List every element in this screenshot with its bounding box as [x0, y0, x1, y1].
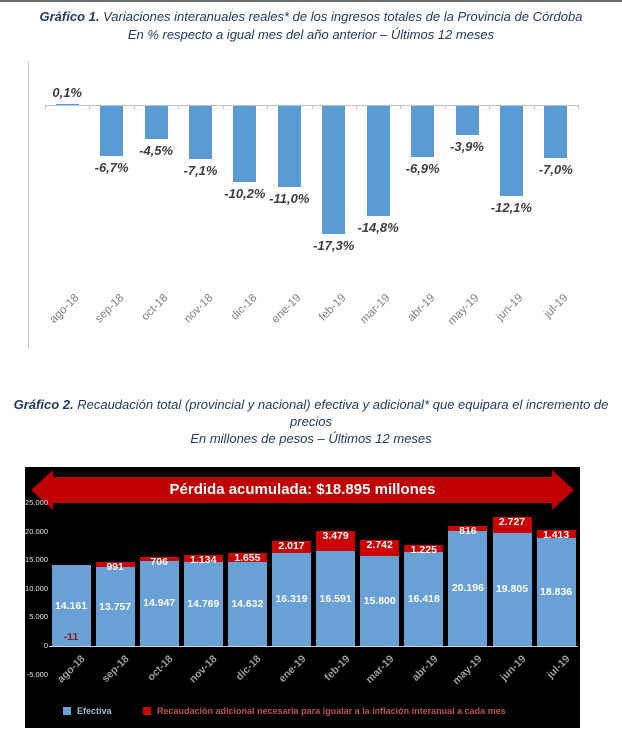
adicional-value-label: 1.134 — [190, 554, 217, 567]
adicional-value-label: 816 — [459, 524, 477, 537]
chart2-plot-area — [25, 467, 580, 728]
x-tick-label: mar-19 — [363, 653, 397, 686]
bar-feb-19 — [322, 106, 345, 234]
bar-ene-19 — [278, 106, 301, 187]
bar-oct-18 — [145, 106, 168, 139]
chart1-title-text: Variaciones interanuales reales* de los ingresos totales de la Provincia de Córdoba — [103, 9, 583, 24]
x-tick-label: may-19 — [445, 292, 482, 328]
axis-tick — [356, 105, 357, 109]
bar-abr-19 — [411, 106, 434, 157]
x-tick-label: ene-19 — [269, 292, 304, 326]
bar-nov-18 — [189, 106, 212, 159]
efectiva-value-label: 14.161 — [54, 599, 88, 612]
chart2-title — [11, 396, 611, 430]
x-tick-label: abr-19 — [409, 653, 441, 684]
adicional-value-label: 3.479 — [322, 530, 349, 543]
axis-tick — [489, 105, 490, 109]
adicional-value-label: 706 — [150, 555, 168, 568]
x-tick-label: dic-18 — [233, 653, 264, 683]
efectiva-value-label: 16.319 — [275, 593, 308, 606]
axis-tick — [312, 105, 313, 109]
y-tick-label: 15.000 — [25, 555, 48, 565]
x-tick-label: nov-18 — [187, 653, 220, 686]
bar-value-label: -6,7% — [94, 159, 129, 175]
adicional-value-label: -11 — [63, 631, 79, 643]
banner-text: Pérdida acumulada: $18.895 millones — [169, 481, 436, 498]
x-tick-label: ago-18 — [55, 653, 88, 686]
axis-tick — [534, 105, 535, 109]
efectiva-value-label: 14.947 — [143, 597, 176, 610]
y-tick-label: 25.000 — [25, 498, 48, 508]
axis-tick — [45, 105, 46, 109]
x-tick-label: feb-19 — [321, 653, 353, 684]
x-tick-label: jul-19 — [541, 292, 571, 321]
adicional-value-label: 1.225 — [410, 544, 437, 557]
legend-item — [143, 705, 506, 717]
bar-value-label: -7,1% — [183, 162, 218, 178]
chart2-subtitle: En millones de pesos – Últimos 12 meses — [190, 431, 432, 446]
y-tick-label: 20.000 — [25, 526, 48, 536]
axis-tick — [134, 105, 135, 109]
efectiva-value-label: 16.591 — [319, 592, 352, 605]
y-tick-label: 5.000 — [29, 612, 48, 622]
x-tick-label: jun-19 — [498, 653, 529, 684]
x-tick-label: ago-18 — [47, 292, 82, 326]
chart1-subtitle: En % respecto a igual mes del año anterior – Últimos 12 meses — [127, 27, 495, 42]
efectiva-value-label: 20.196 — [451, 582, 484, 595]
y-axis-line — [28, 62, 29, 348]
x-tick-label: nov-18 — [181, 292, 215, 326]
legend-label: Recaudación adicional necesaria para igualar a la inflación interanual a cada mes — [157, 706, 506, 716]
adicional-value-label: 2.742 — [366, 539, 393, 551]
adicional-value-label: 991 — [106, 560, 124, 573]
legend-swatch-icon — [63, 707, 71, 715]
axis-tick — [400, 105, 401, 109]
bar-value-label: -4,5% — [139, 143, 174, 159]
x-tick-label: may-19 — [450, 653, 485, 688]
bar-jul-19 — [544, 106, 567, 158]
axis-tick — [578, 105, 579, 109]
y-tick-label: 10.000 — [25, 583, 48, 593]
bar-may-19 — [456, 106, 479, 135]
bar-value-label: -12,1% — [490, 199, 532, 215]
axis-tick — [178, 105, 179, 109]
bar-value-label: -11,0% — [269, 191, 310, 207]
axis-tick — [223, 105, 224, 109]
legend-swatch-icon — [143, 707, 151, 715]
x-tick-label: abr-19 — [405, 292, 438, 324]
x-tick-label: ene-19 — [275, 653, 308, 686]
x-tick-label: dic-18 — [228, 292, 260, 323]
axis-tick — [89, 105, 90, 109]
x-tick-label: sep-18 — [99, 653, 132, 686]
chart2-title-label: Gráfico 2. — [13, 397, 74, 412]
bar-value-label: -6,9% — [405, 161, 440, 177]
efectiva-value-label: 14.632 — [231, 598, 264, 611]
x-tick-label: sep-18 — [92, 292, 127, 326]
bar-jun-19 — [500, 106, 523, 196]
x-tick-label: jun-19 — [494, 292, 526, 324]
adicional-value-label: 2.727 — [498, 516, 526, 529]
x-tick-label: mar-19 — [358, 292, 393, 327]
chart2-title-text: Recaudación total (provincial y nacional) efectiva y adicional* que equipara el incremento de precios — [77, 397, 609, 429]
legend-label: Efectiva — [77, 706, 112, 716]
efectiva-value-label: 13.757 — [99, 600, 132, 613]
y-tick-label: 0 — [43, 641, 48, 650]
x-tick-label: oct-18 — [139, 292, 171, 324]
chart1-title-label: Gráfico 1. — [39, 9, 100, 24]
bar-dic-18 — [233, 106, 256, 182]
x-tick-label: feb-19 — [316, 292, 349, 324]
efectiva-value-label: 18.836 — [540, 586, 573, 599]
bar-sep-18 — [100, 106, 123, 156]
x-tick-label: oct-18 — [145, 653, 176, 684]
bar-mar-19 — [367, 106, 390, 216]
efectiva-value-label: 15.800 — [363, 594, 396, 607]
x-axis-line — [49, 646, 578, 647]
axis-tick — [445, 105, 446, 109]
bar-ago-18 — [56, 104, 79, 105]
bar-value-label: -7,0% — [538, 161, 573, 177]
adicional-value-label: 1.413 — [542, 529, 570, 542]
bar-value-label: 0,1% — [52, 85, 82, 100]
axis-tick — [267, 105, 268, 109]
bar-value-label: -3,9% — [450, 138, 484, 154]
bar-value-label: -17,3% — [313, 238, 355, 253]
bar-value-label: -10,2% — [224, 185, 266, 201]
x-tick-label: jul-19 — [544, 653, 573, 681]
efectiva-value-label: 19.805 — [495, 583, 529, 596]
efectiva-value-label: 16.418 — [407, 593, 440, 606]
banner-arrowhead-right — [552, 470, 574, 510]
y-tick-label: -5.000 — [26, 669, 48, 679]
adicional-value-label: 1.655 — [234, 551, 261, 564]
legend-item — [63, 705, 112, 717]
adicional-value-label: 2.017 — [278, 540, 305, 553]
bar-value-label: -14,8% — [357, 219, 399, 235]
efectiva-value-label: 14.769 — [187, 597, 220, 610]
